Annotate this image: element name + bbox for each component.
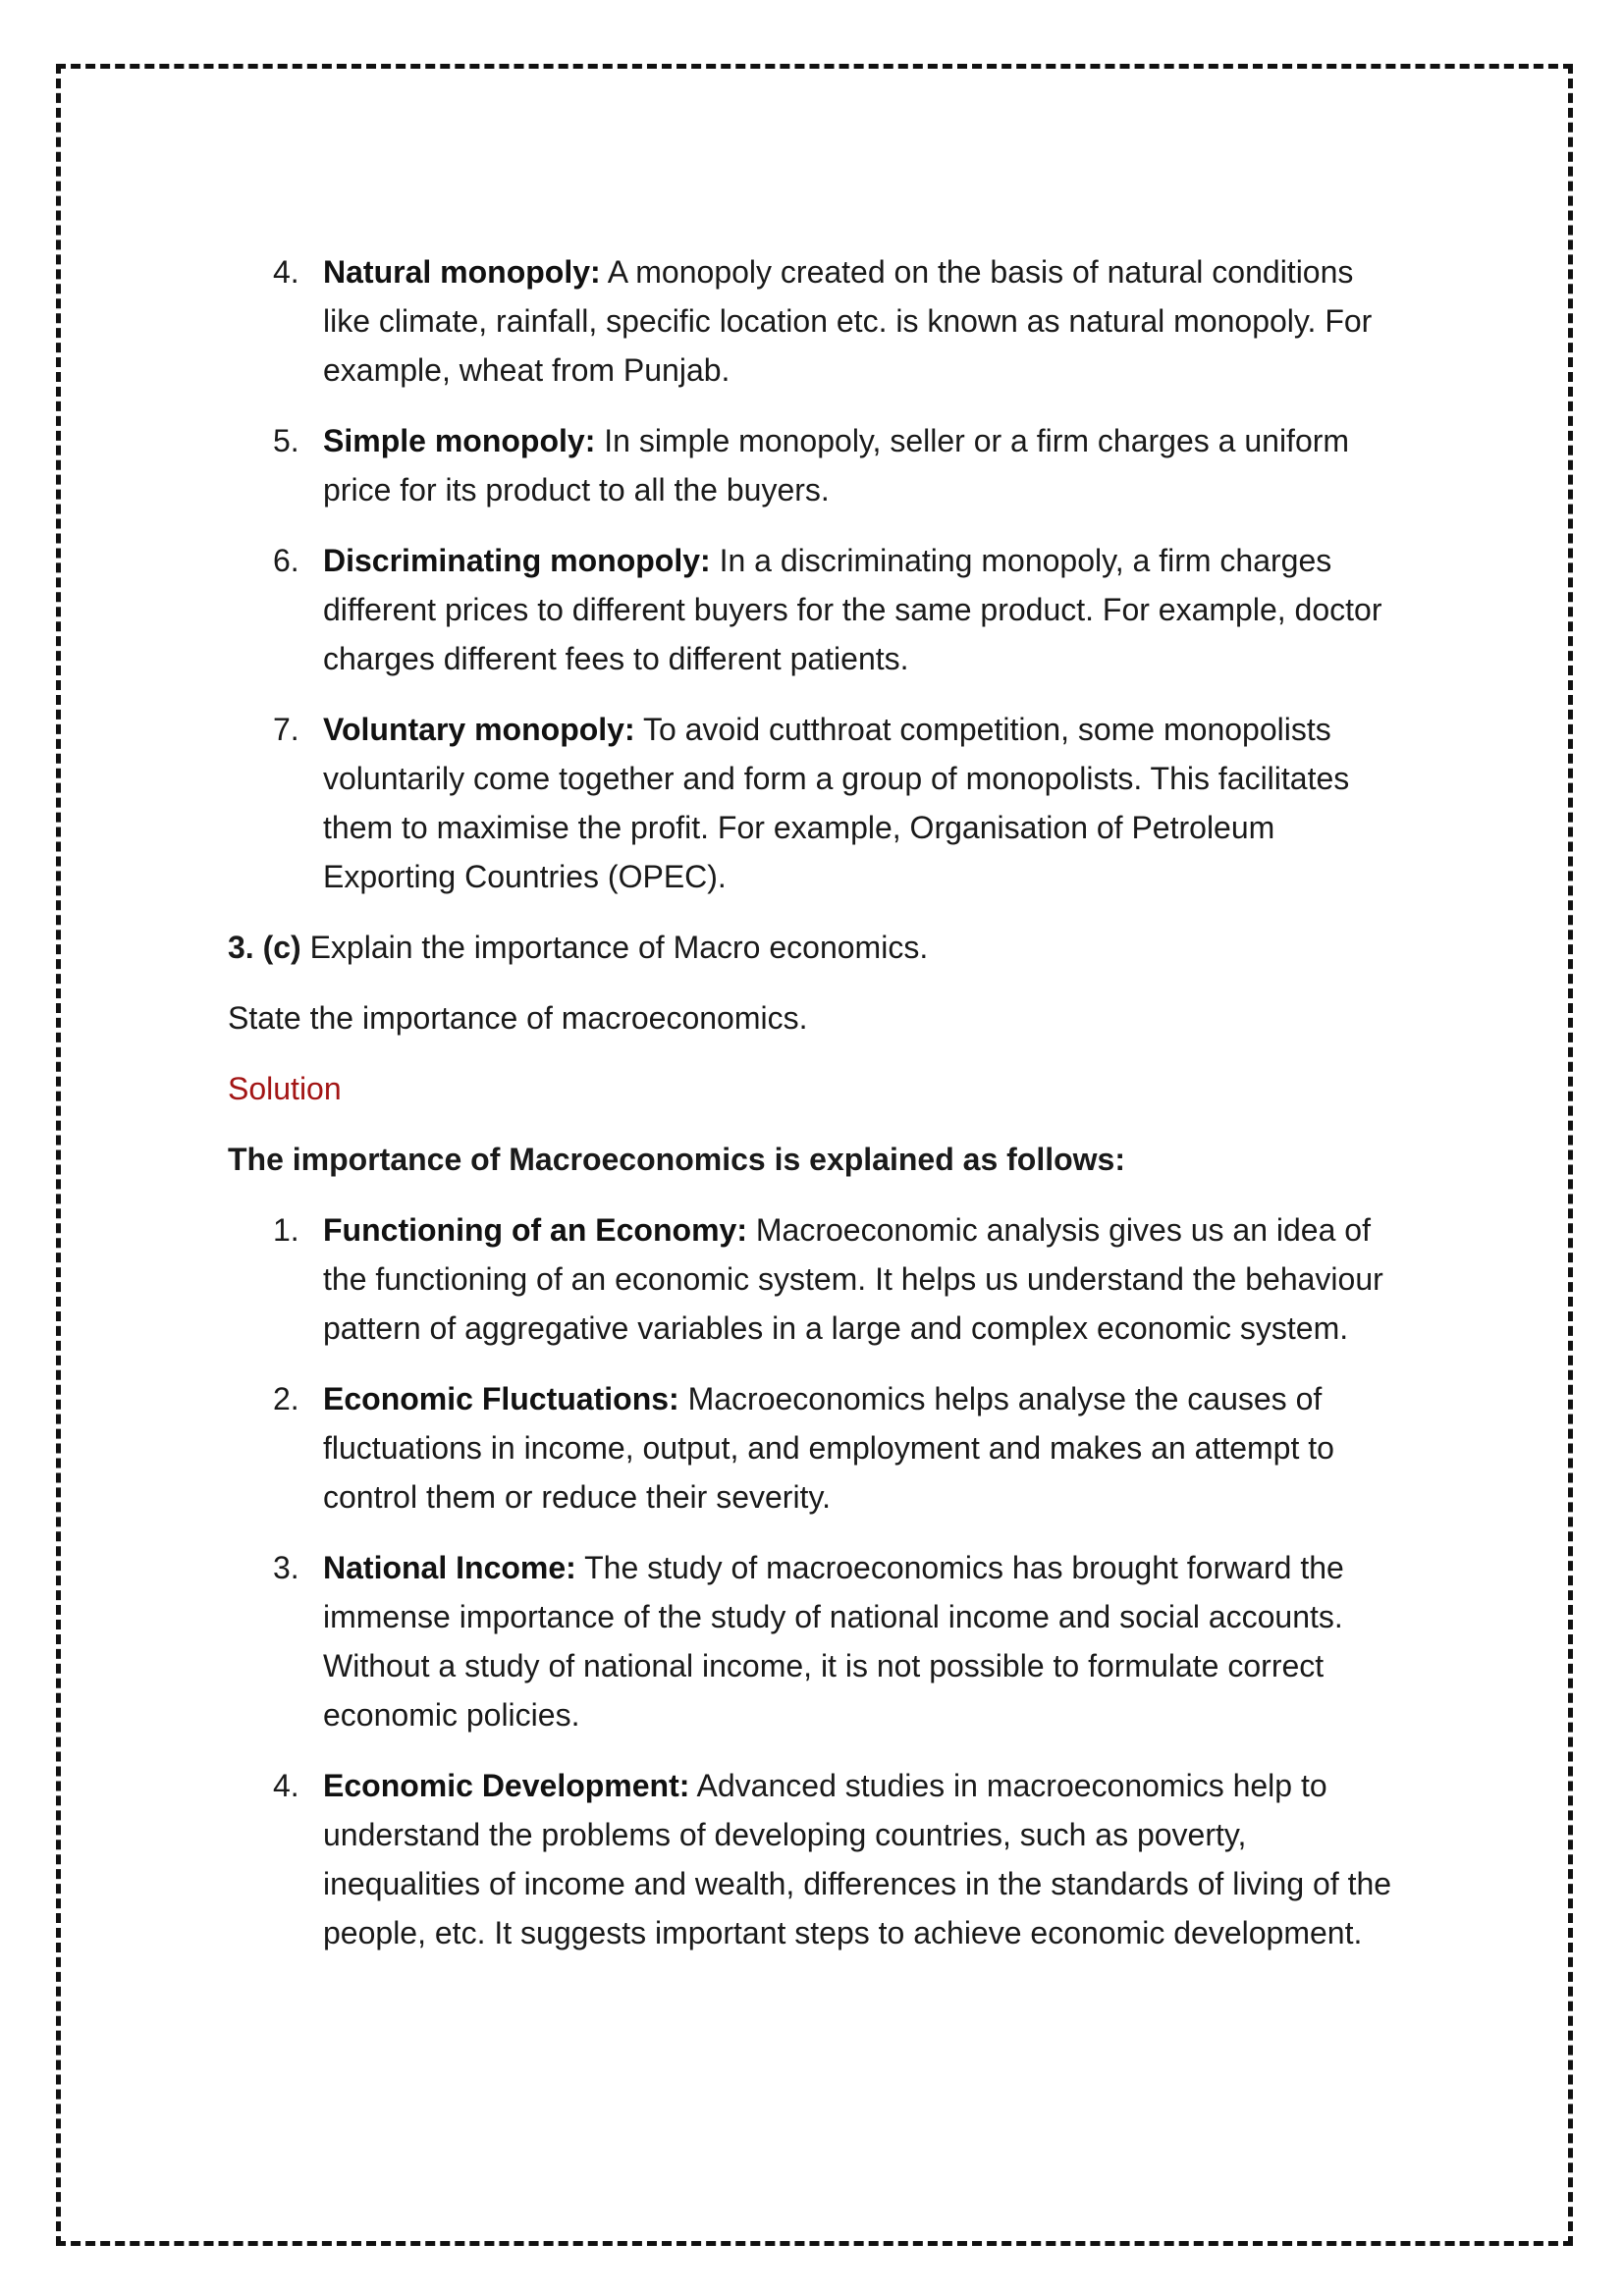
item-text: Advanced studies in macroeconomics help to understand the problems of developing countries, such as poverty, inequalities of income and wealth, differences in the standards of living of the people, etc. It suggests important steps to achieve economic development. [323,1768,1392,1950]
list-item [228,1761,1406,1957]
document-content [228,247,1406,1979]
item-text: A monopoly created on the basis of natural conditions like climate, rainfall, specific location etc. is known as natural monopoly. For example, wheat from Punjab. [323,254,1373,388]
list-item [228,1374,1406,1522]
item-text: In simple monopoly, seller or a firm charges a uniform price for its product to all the buyers. [323,423,1350,507]
item-number: 4. [273,1768,299,1803]
item-number: 1. [273,1212,299,1248]
item-term: Voluntary monopoly: [323,712,635,747]
item-number: 4. [273,254,299,290]
solution-heading: The importance of Macroeconomics is explained as follows: [228,1142,1125,1177]
item-term: Functioning of an Economy: [323,1212,747,1248]
question-label: 3. (c) [228,930,301,965]
item-text: Macroeconomic analysis gives us an idea of the functioning of an economic system. It helps us understand the behaviour pattern of aggregative variables in a large and complex economic system. [323,1212,1383,1346]
item-number: 3. [273,1550,299,1585]
list-item [228,1543,1406,1739]
list-item [228,1205,1406,1353]
solution-label: Solution [228,1071,342,1106]
item-text: The study of macroeconomics has brought forward the immense importance of the study of national income and social accounts. Without a study of national income, it is not possible to formulate correct economic policies. [323,1550,1344,1733]
question [228,923,1406,972]
item-term: Economic Fluctuations: [323,1381,679,1416]
list-item [228,247,1406,395]
item-text: In a discriminating monopoly, a firm charges different prices to different buyers for the same product. For example, doctor charges different fees to different patients. [323,543,1382,676]
item-number: 2. [273,1381,299,1416]
item-number: 6. [273,543,299,578]
item-text: Macroeconomics helps analyse the causes of fluctuations in income, output, and employment and makes an attempt to control them or reduce their severity. [323,1381,1334,1515]
list-item [228,705,1406,901]
item-term: Discriminating monopoly: [323,543,711,578]
item-text: To avoid cutthroat competition, some monopolists voluntarily come together and form a group of monopolists. This facilitates them to maximise the profit. For example, Organisation of Petroleum Exporting Countries (OPEC). [323,712,1350,894]
list-item [228,536,1406,683]
list-item [228,416,1406,514]
item-term: Natural monopoly: [323,254,601,290]
item-number: 5. [273,423,299,458]
item-number: 7. [273,712,299,747]
monopoly-types-list [228,247,1406,901]
item-term: Economic Development: [323,1768,690,1803]
item-term: Simple monopoly: [323,423,596,458]
alt-question: State the importance of macroeconomics. [228,1000,808,1036]
item-term: National Income: [323,1550,576,1585]
question-text: Explain the importance of Macro economics. [300,930,929,965]
macroeconomics-importance-list [228,1205,1406,1957]
